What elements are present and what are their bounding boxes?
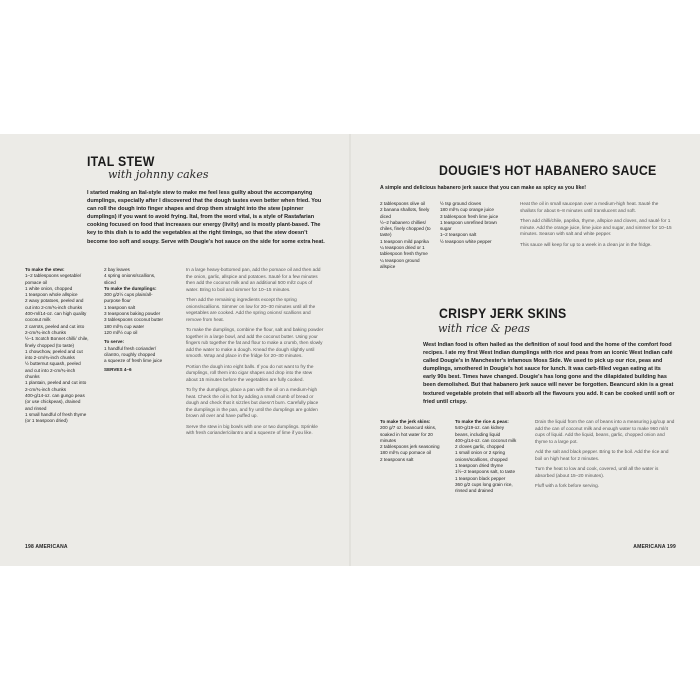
ingredient-item: 3 tablespoon fresh lime juice <box>440 213 499 219</box>
sauce-ingredients-column-1 <box>380 201 436 270</box>
ingredient-item: 1 teaspoon unrefined brown sugar <box>440 219 497 232</box>
ingredient-item: 1 white onion, chopped <box>25 285 73 291</box>
ingredient-item: 180 ml/¾ cup water <box>104 323 145 329</box>
ingredient-item: 1 chowchow, peeled and cut into 2-cm/¾-inch chunks <box>25 348 83 361</box>
jerk-intro: West Indian food is often hailed as the definition of soul food and the home of the comfort food recipes. I ate my first West Indian dumplings with rice and peas from an iconic West Indian café called Dougie's in Manchester's infamous Moss Side. We used to pick up our rice, peas and dumplings, smothered in Dougie's hot sauce for lunch. It was carb-filled vegan eating at its early 90s best. Times have changed. Dougie's has long gone and the dilapidated building has been demolished. But that habanero jerk sauce will never be forgotten. Beancurd skin is a great textured vegetable protein that will absorb all the flavours you add. It can be cooked until soft or fried until crispy. <box>423 342 675 405</box>
jerk-subtitle: with rice & peas <box>438 322 530 335</box>
method-paragraph: Serve the stew in big bowls with one or two dumplings. Sprinkle with fresh coriander/cilantro and a squeeze of lime if you like. <box>186 423 318 435</box>
ingredient-item: 200 g/7 oz. beancurd skins, soaked in hot water for 20 minutes <box>380 425 437 443</box>
ingredient-item: 3 tablespoons coconut butter <box>104 317 163 323</box>
ingredient-item: ½ butternut squash, peeled and cut into 2-cm/¾-inch chunks <box>25 361 81 380</box>
ingredient-item: 1 teaspoon salt <box>104 304 136 310</box>
method-paragraph: Drain the liquid from the can of beans into a measuring jug/cup and add the can of coconut milk and enough water to make 960 ml/4 cups of liquid. Add the liquid, beans, garlic, chopped onion and thyme to a large pot. <box>535 419 675 444</box>
ingredient-heading: To make the dumplings: <box>104 285 157 291</box>
ingredient-item: 120 ml/½ cup oil <box>104 329 138 335</box>
sauce-intro: A simple and delicious habanero jerk sauce that you can make as spicy as you like! <box>380 185 586 191</box>
ingredient-item: 360 g/2 cups long grain rice, rinsed and drained <box>455 481 513 494</box>
ingredient-item: 180 ml/¾ cup pomace oil <box>380 450 432 456</box>
ingredient-item: 400-ml/14-oz. can high quality coconut milk <box>25 311 87 323</box>
method-paragraph: Then add the remaining ingredients except the spring onions/scallions. Simmer on low for 20–30 minutes until all the vegetables are cooked. Add the spring onions/ scallions and remove from heat. <box>186 297 316 322</box>
ingredient-item: 1 teaspoon whole allspice <box>25 292 78 298</box>
ingredient-item: 1–2 teaspoon salt <box>440 232 477 238</box>
ingredient-heading: To serve: <box>104 339 125 345</box>
ingredient-item: 540-g/19-oz. can kidney beans, including liquid <box>455 425 505 437</box>
ingredient-heading: To make the jerk skins: <box>380 419 431 424</box>
ingredient-item: 2 waxy potatoes, peeled and cut into 2-cm/¾-inch chunks <box>25 298 84 310</box>
ingredient-heading: To make the stew: <box>25 267 65 272</box>
sauce-title: DOUGIE'S HOT HABANERO SAUCE <box>439 162 657 178</box>
ingredient-item: 1 handful fresh coriander/ cilantro, roughly chopped <box>104 345 157 357</box>
method-text <box>186 267 325 441</box>
ingredient-item: 3 teaspoons baking powder <box>104 311 161 317</box>
ingredient-item: 1 teaspoon dried thyme <box>455 463 504 469</box>
jerk-ingredients-column-1 <box>380 419 442 463</box>
ingredient-item: 1 small handful of fresh thyme (or 1 teaspoon dried) <box>25 411 87 424</box>
ingredient-item: 2 cloves garlic, chopped <box>455 444 505 450</box>
method-paragraph: Turn the heat to low and cook, covered, until all the water is absorbed (about 15–20 minutes). <box>535 466 659 478</box>
ingredient-heading: To make the rice & peas: <box>455 419 509 424</box>
right-page <box>350 134 700 566</box>
method-paragraph: Add the salt and black pepper. Bring to the boil. Add the rice and boil on high heat for 2 minutes. <box>535 449 669 461</box>
ingredient-item: 1–2 tablespoons vegetable/ pomace oil <box>25 273 82 285</box>
jerk-method <box>535 419 675 494</box>
ingredients-column-2 <box>104 267 168 374</box>
recipe-intro: I started making an Ital-style stew to make me feel less guilty about the accompanying dumplings, especially after I discovered that the dough tastes even better when fried. You can roll the dough into finger shapes and drop them straight into the stew (spinner dumplings) if you want to avoid frying. Ital, from the word vital, is a style of Rastafarian cooking focused on food that increases our energy (livity) and is mostly plant-based. The key to this dish is to add the vegetables at the right timings, so that the stew doesn't become too soft and soupy. Serve with Dougie's hot sauce on the side for some extra heat. <box>87 190 325 245</box>
recipe-title: ITAL STEW <box>87 153 155 169</box>
ingredient-item: 2 tablespoons olive oil <box>380 201 426 206</box>
recipe-subtitle: with johnny cakes <box>108 168 209 181</box>
ingredient-item: ½–2 habanero chillies/ chiles, finely chopped (to taste) <box>380 219 431 238</box>
ingredient-item: ½–1 Scotch Bonnet chilli/ chile, finely chopped (to taste) <box>25 336 89 348</box>
ingredient-item: a squeeze of fresh lime juice <box>104 358 163 364</box>
ingredient-item: 400-g/14-oz. can coconut milk <box>455 437 517 443</box>
method-paragraph: In a large heavy-bottomed pan, add the pomace oil and then add the onion, garlic, allspice and potatoes. Sauté for a few minutes then add the coconut milk and an additional 500 ml/2 cups of water. Bring to boil and simmer for 10–15 minutes. <box>186 267 321 292</box>
left-page <box>0 134 350 566</box>
ingredient-item: 1 teaspoon mild paprika <box>380 238 429 244</box>
ingredient-item: 400-g/14-oz. can gungo peas (or use chickpeas), drained and rinsed <box>25 392 85 411</box>
ingredient-heading: SERVES 4–6 <box>104 367 132 373</box>
method-paragraph: Heat the oil in small saucepan over a medium-high heat. Sauté the shallots for about 6–8 minutes until translucent and soft. <box>520 201 659 213</box>
method-paragraph: To make the dumplings, combine the flour, salt and baking powder together in a large bowl, and add the coconut butter. Using your fingers rub together the fat and flour to make a crumb, then slowly add the water to make a dough. Knead the dough slightly until smooth. Wrap and place in the fridge for 20–30 minutes. <box>186 327 324 358</box>
ingredient-item: 2 carrots, peeled and cut into 2-cm/¾-inch chunks <box>25 323 85 335</box>
ingredient-item: ½ tsp ground cloves <box>440 201 482 206</box>
jerk-ingredients-column-2 <box>455 419 517 495</box>
ingredient-item: 2 teaspoons salt <box>380 456 414 462</box>
ingredients-column-1 <box>25 267 89 424</box>
ingredient-item: 1 teaspoon black pepper <box>455 475 506 481</box>
method-paragraph: Then add chilli/chile, paprika, thyme, allspice and cloves, and sauté for 1 minute. Add the orange juice, lime juice and sugar, and simmer for 10–15 minutes. Season with salt and white pepper. <box>520 218 672 236</box>
ingredient-item: 1 small onion or 2 spring onions/scallions, chopped <box>455 450 508 462</box>
method-paragraph: Fluff with a fork before serving. <box>535 483 600 488</box>
ingredient-item: 2 bay leaves <box>104 267 130 272</box>
ingredient-item: 180 ml/¾ cup orange juice <box>440 207 494 213</box>
ingredient-item: 1½–2 teaspoons salt, to taste <box>455 469 516 475</box>
page-folio: AMERICANA 199 <box>633 544 676 550</box>
page-folio: 198 AMERICANA <box>25 544 68 550</box>
method-paragraph: Portion the dough into eight balls. If you do not want to fry the dumplings, roll them into cigar shapes and drop into the stew about 15 minutes before the vegetables are fully cooked. <box>186 363 314 382</box>
jerk-title: CRISPY JERK SKINS <box>439 305 567 321</box>
ingredient-item: ¼ teaspoon ground allspice <box>380 257 420 269</box>
ingredient-item: 2 tablespoons jerk seasoning <box>380 444 440 450</box>
ingredient-item: 2 banana shallots, finely diced <box>380 207 430 219</box>
sauce-ingredients-column-2 <box>440 201 506 245</box>
method-paragraph: This sauce will keep for up to a week in a clean jar in the fridge. <box>520 241 652 247</box>
ingredient-item: 4 spring onions/scallions, sliced <box>104 273 156 285</box>
method-paragraph: To fry the dumplings, place a pan with the oil on a medium-high heat. Check the oil is hot by adding a small crumb of bread or dough and check that it sizzles but doesn't burn. Carefully place the dumplings in the pan, and fry until the dumplings are golden brown all over and have puffed up. <box>186 387 319 418</box>
ingredient-item: ½ teaspoon white pepper <box>440 238 492 244</box>
book-spread <box>0 134 700 566</box>
ingredient-item: ¼ teaspoon dried or 1 tablespoon fresh thyme <box>380 245 428 257</box>
sauce-method <box>520 201 675 252</box>
ingredient-item: 1 plantain, peeled and cut into 2-cm/¾-inch chunks <box>25 380 87 392</box>
ingredient-item: 300 g/2½ cups plain/all-purpose flour <box>104 292 153 304</box>
